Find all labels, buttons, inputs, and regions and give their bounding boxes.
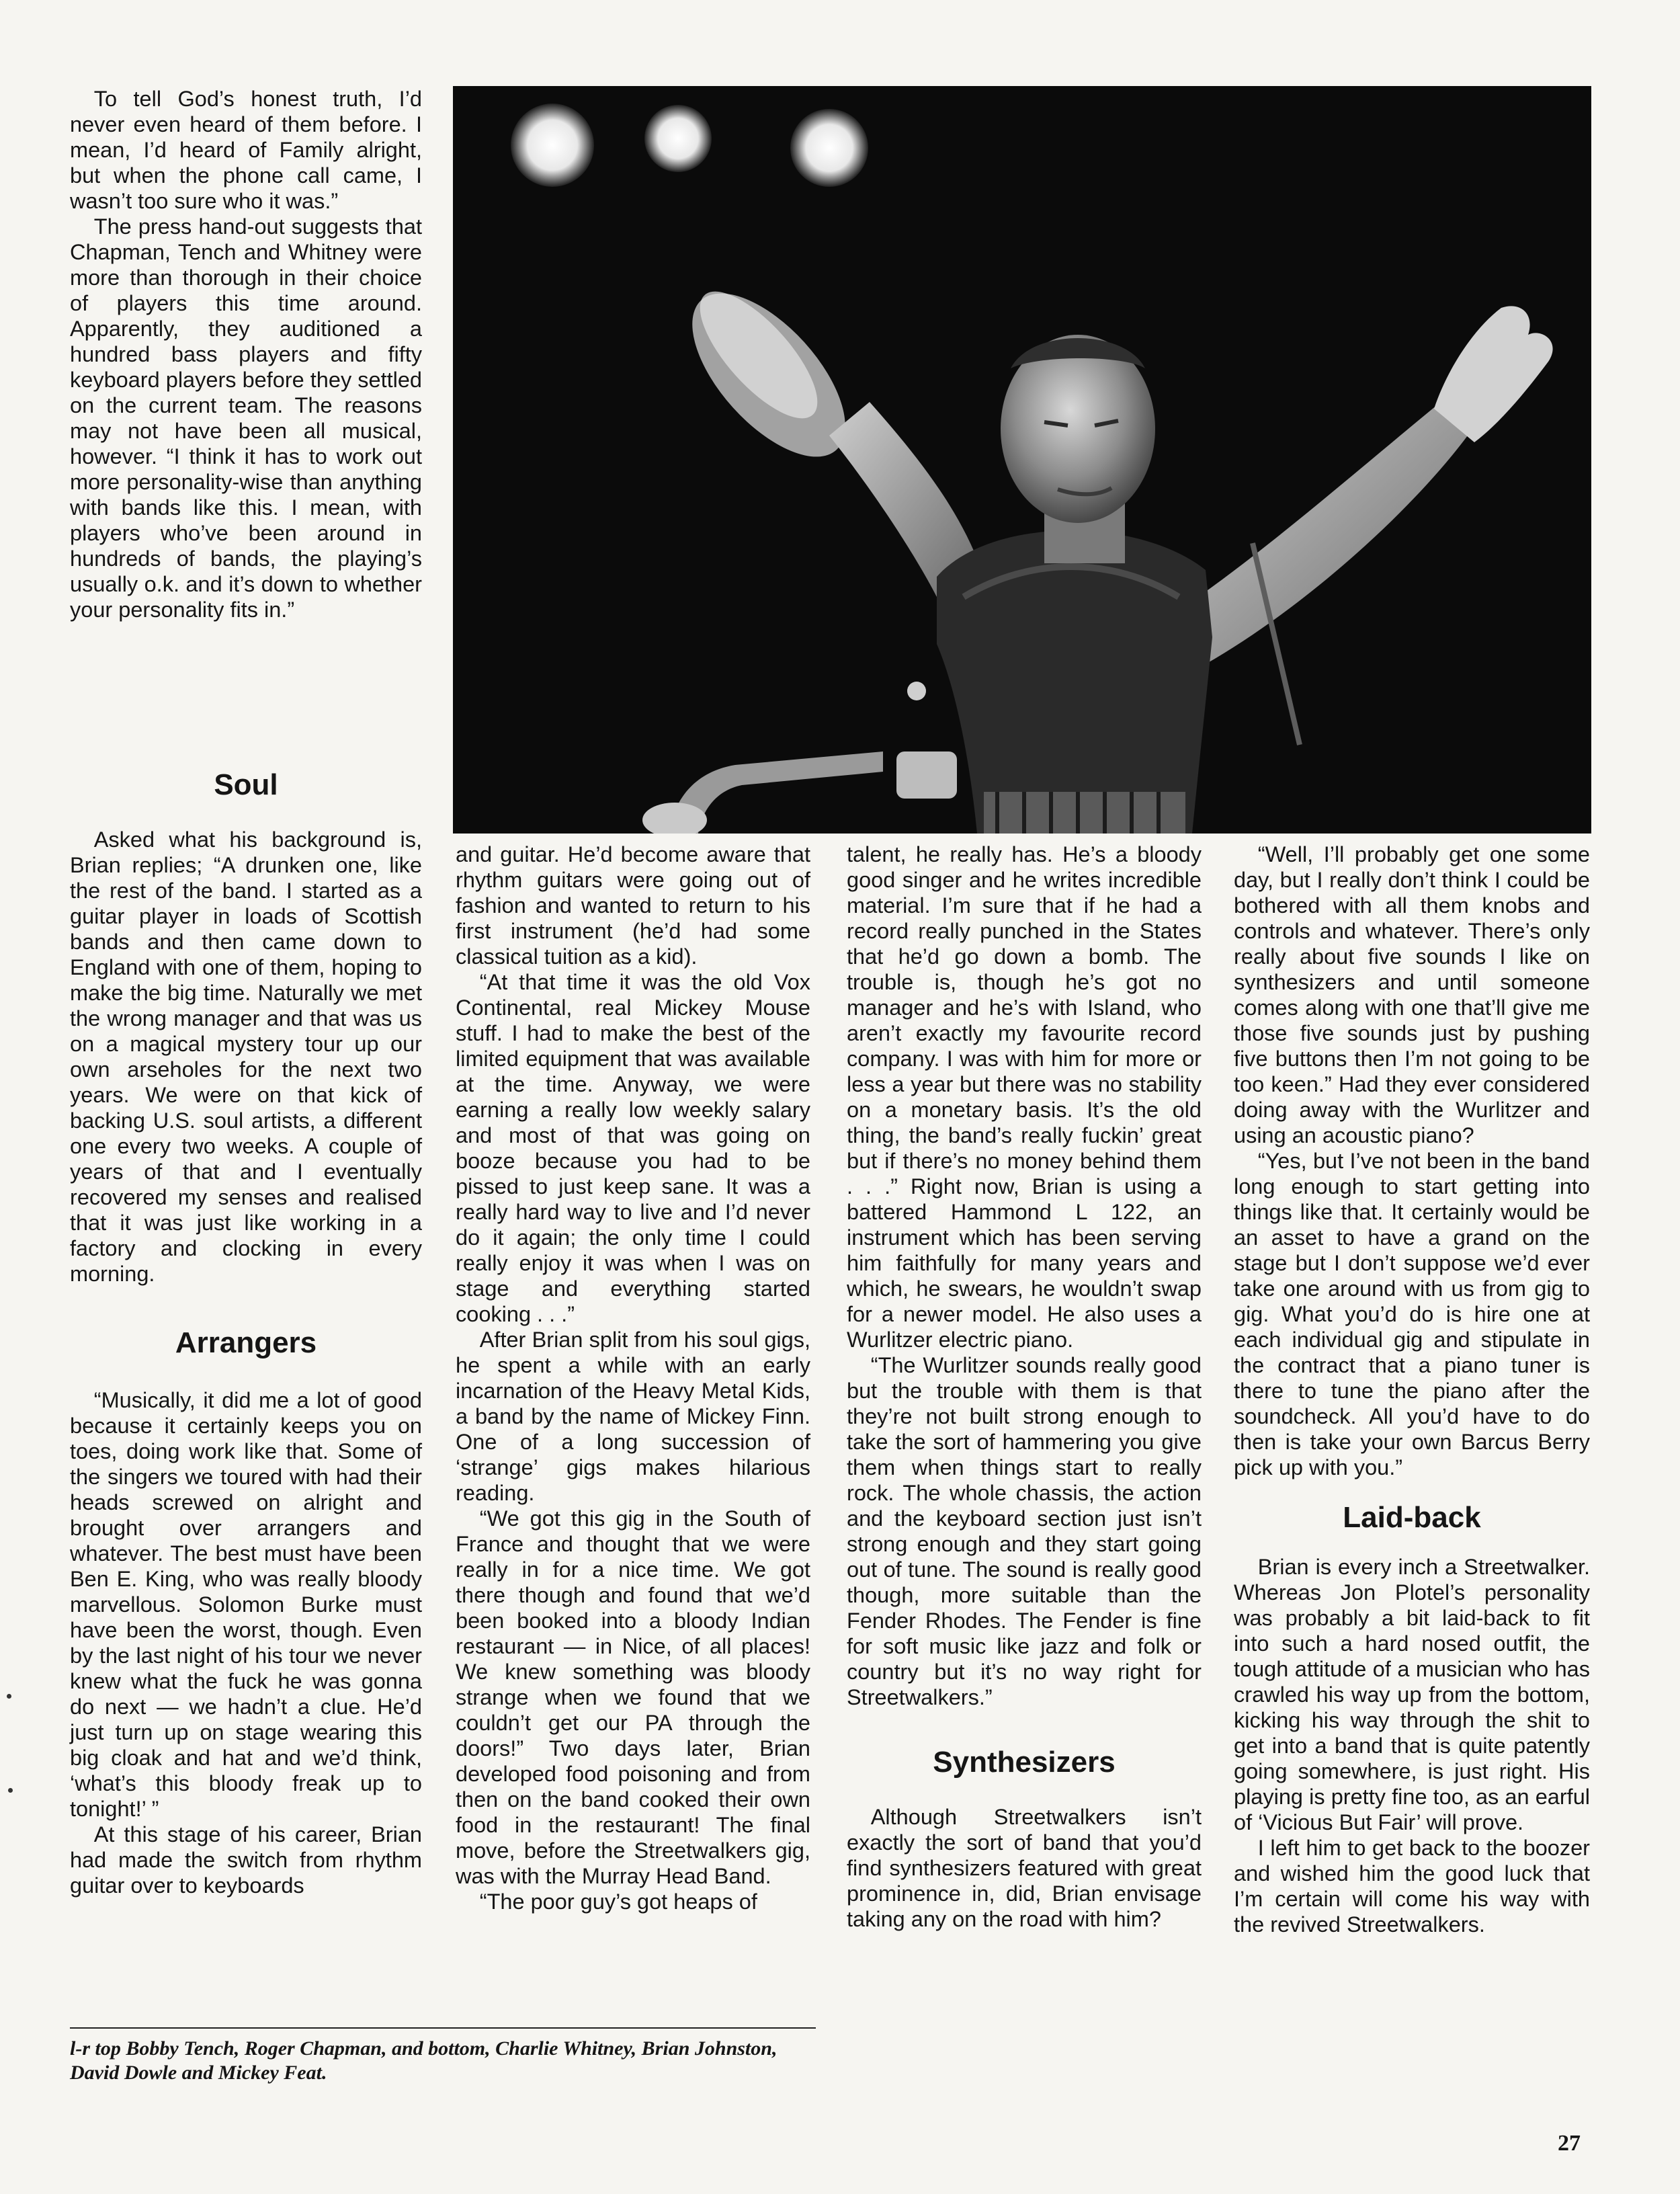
column-4 [1234, 842, 1590, 1937]
section-heading-soul: Soul [214, 768, 278, 801]
paragraph: “Yes, but I’ve not been in the band long enough to start getting into things like that. It certainly would be an asset to have a grand on the stage but I don’t suppose we’d ever take one around with us from gig to gig. What you’d do is hire one at each individual gig and stipulate in the contract that a piano tuner is there to tune the piano after the soundcheck. All you’d have to do then is take your own Barcus Berry pick up with you.” [1234, 1149, 1590, 1479]
caption-rule [70, 2027, 816, 2029]
paragraph: The press hand-out suggests that Chapman, Tench and Whitney were more than thorough in their choice of players this time around. Apparently, they auditioned a hundred bass players and fifty keyboard players before they settled on the current team. The reasons may not have been all musical, however. “I think it has to work out more personality-wise than anything with bands like this. I mean, with players who’ve been around in hundreds of bands, the playing’s usually o.k. and it’s down to whether your personality fits in.” [70, 214, 422, 622]
paragraph: talent, he really has. He’s a bloody good singer and he writes incredible material. I’m sure that if he had a record really punched in the States that he’d go down a bomb. The trouble is, though he’s got no manager and he’s with Island, who aren’t exactly my favourite record company. I was with him for more or less a year but there was no stability on a monetary basis. It’s the old thing, the band’s really fuckin’ great but if there’s no money behind them . . .” Right now, Brian is using a battered Hammond L 122, an instrument which has been serving him faithfully for many years and which, he swears, he wouldn’t swap for a newer model. He also uses a Wurlitzer electric piano. [847, 842, 1202, 1352]
paragraph: “We got this gig in the South of France and thought that we were really in for a nice time. We got there though and found that we’d been booked into a bloody Indian restaurant — in Nice, of all places! We knew something was bloody strange when we found that we couldn’t get our PA through the doors!” Two days later, Brian developed food poisoning and from then on the band cooked their own food in the restaurant! The final move, before the Streetwalkers gig, was with the Murray Head Band. [456, 1506, 810, 1888]
column-3 [847, 842, 1202, 1932]
print-mark [7, 1694, 11, 1699]
intro-column [70, 86, 422, 622]
paragraph: “The Wurlitzer sounds really good but the trouble with them is that they’re not built strong enough to take the sort of hammering you give them when things start to really rock. The whole chassis, the action and the keyboard section just isn’t strong enough and they start going out of tune. The sound is really good though, more suitable than the Fender Rhodes. The Fender is fine for soft music like jazz and folk or country but it’s no way right for Streetwalkers.” [847, 1353, 1202, 1709]
paragraph: I left him to get back to the boozer and wished him the good luck that I’m certain will come his way with the revived Streetwalkers. [1234, 1836, 1590, 1937]
section-heading-arrangers: Arrangers [175, 1326, 317, 1359]
paragraph: Brian is every inch a Streetwalker. Whereas Jon Plotel’s personality was probably a bit laid-back to fit into such a hard nosed outfit, the tough attitude of a musician who has crawled his way up from the bottom, kicking his way through the shit to get into a band that is quite patently going somewhere, is just right. His playing is pretty fine too, as an earful of ‘Vicious But Fair’ will prove. [1234, 1555, 1590, 1834]
paragraph: and guitar. He’d become aware that rhythm guitars were going out of fashion and wanted to return to his first instrument (he’d had some classical tuition as a kid). [456, 842, 810, 969]
paragraph: Asked what his background is, Brian replies; “A drunken one, like the rest of the band. I started as a guitar player in loads of Scottish bands and then came down to England with one of them, hoping to make the big time. Naturally we met the wrong manager and that was us on a magical mystery tour up our own arseholes for the next two years. We were on that kick of backing U.S. soul artists, a different one every two weeks. A couple of years of that and I eventually recovered my senses and realised that it was just like working in a factory and clocking in every morning. [70, 827, 422, 1286]
section-heading-laid-back: Laid-back [1343, 1501, 1481, 1534]
paragraph: “Musically, it did me a lot of good because it certainly keeps you on toes, doing work like that. Some of the singers we toured with had their heads screwed on alright and brought over arrangers and whatever. The best must have been Ben E. King, who was really bloody marvellous. Solomon Burke must have been the worst, though. Even by the last night of his tour we never knew what the fuck he was gonna do next — we hadn’t a clue. He’d just turn up on stage wearing this big cloak and hat and we’d think, ‘what’s this bloody freak up to tonight!’ ” [70, 1388, 422, 1821]
paragraph: “Well, I’ll probably get one some day, but I really don’t think I could be bothered with all them knobs and controls and whatever. There’s only really about five sounds I like on synthesizers and until someone comes along with one that’ll give me those five sounds just by pushing five buttons then I’m not going to be too keen.” Had they ever considered doing away with the Wurlitzer and using an acoustic piano? [1234, 842, 1590, 1147]
paragraph: “The poor guy’s got heaps of [479, 1890, 757, 1914]
print-mark [8, 1788, 13, 1793]
photo-keyboardist-on-stage-icon [453, 86, 1591, 834]
stage-photo [453, 86, 1591, 834]
photo-caption: l-r top Bobby Tench, Roger Chapman, and bottom, Charlie Whitney, Brian Johnston, David Dowle and Mickey Feat. [70, 2037, 778, 2084]
paragraph: After Brian split from his soul gigs, he spent a while with an early incarnation of the Heavy Metal Kids, a band by the name of Mickey Finn. One of a long succession of ‘strange’ gigs makes hilarious reading. [456, 1328, 810, 1505]
section-heading-synthesizers: Synthesizers [933, 1746, 1116, 1779]
paragraph: Although Streetwalkers isn’t exactly the sort of band that you’d find synthesizers featured with great prominence in, did, Brian envisage taking any on the road with him? [847, 1805, 1202, 1931]
column-2 [456, 842, 810, 1914]
paragraph: To tell God’s honest truth, I’d never even heard of them before. I mean, I’d heard of Family alright, but when the phone call came, I wasn’t too sure who it was.” [70, 87, 422, 213]
page-number: 27 [1558, 2131, 1581, 2156]
paragraph: At this stage of his career, Brian had made the switch from rhythm guitar over to keyboards [70, 1822, 422, 1898]
column-1 [70, 768, 422, 1898]
paragraph: “At that time it was the old Vox Continental, real Mickey Mouse stuff. I had to make the best of the limited equipment that was available at the time. Anyway, we were earning a really low weekly salary and most of that was going on booze because you had to be pissed to just keep sane. It was a really hard way to live and I’d never do it again; the only time I could really enjoy it was when I was on stage and everything started cooking . . .” [456, 970, 810, 1326]
